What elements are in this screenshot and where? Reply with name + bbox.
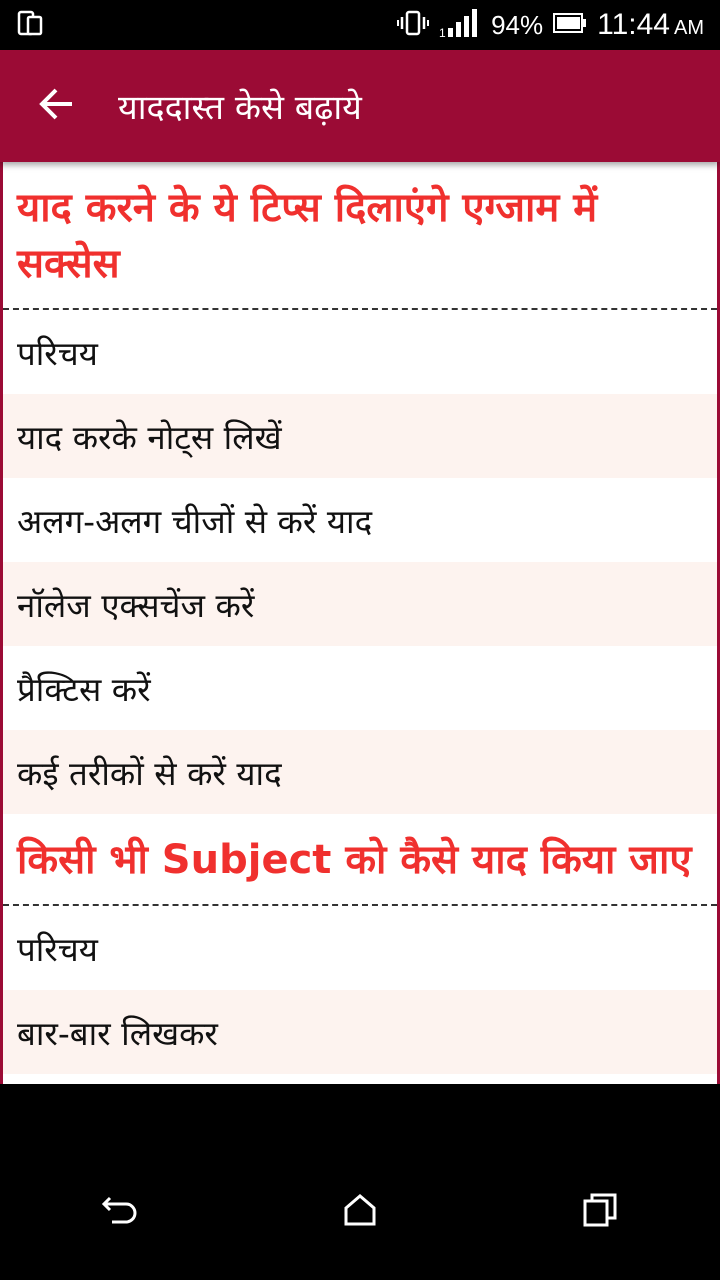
- back-button[interactable]: [0, 50, 112, 162]
- svg-text:1: 1: [439, 26, 446, 38]
- device-icon: [16, 9, 44, 41]
- list-item[interactable]: परिचय: [17, 929, 98, 969]
- navigation-bar: [0, 1084, 720, 1280]
- home-icon: [342, 1192, 378, 1232]
- list-item[interactable]: याद करके नोट्स लिखें: [3, 394, 717, 478]
- list-item[interactable]: प्रैक्टिस करें: [17, 669, 151, 709]
- list-item[interactable]: कई तरीकों से करें याद: [3, 730, 717, 814]
- recents-icon: [582, 1192, 618, 1232]
- list-item[interactable]: नॉलेज एक्सचेंज करें: [3, 562, 717, 646]
- list-item[interactable]: बार-बार लिखकर: [3, 990, 717, 1074]
- list-item[interactable]: परिचय: [17, 333, 98, 373]
- nav-back-button[interactable]: [70, 1172, 170, 1252]
- status-time: 11:44 AM: [597, 8, 704, 41]
- app-bar: [0, 50, 720, 162]
- status-bar: [0, 0, 720, 50]
- nav-home-button[interactable]: [310, 1172, 410, 1252]
- nav-recents-button[interactable]: [550, 1172, 650, 1252]
- arrow-left-icon: [36, 84, 76, 128]
- page-title: याददास्त केसे बढ़ाये: [118, 88, 362, 128]
- battery-percent: 94%: [491, 9, 544, 40]
- vibrate-icon: [397, 9, 429, 41]
- section-heading: याद करने के ये टिप्स दिलाएंगे एग्जाम में सक्सेस: [3, 162, 717, 310]
- back-icon: [100, 1192, 140, 1232]
- topic-list[interactable]: [0, 162, 720, 1084]
- battery-icon: [553, 12, 587, 38]
- section-heading: किसी भी Subject को कैसे याद किया जाए: [3, 814, 717, 906]
- signal-icon: [439, 8, 481, 42]
- list-item[interactable]: अलग-अलग चीजों से करें याद: [17, 501, 373, 541]
